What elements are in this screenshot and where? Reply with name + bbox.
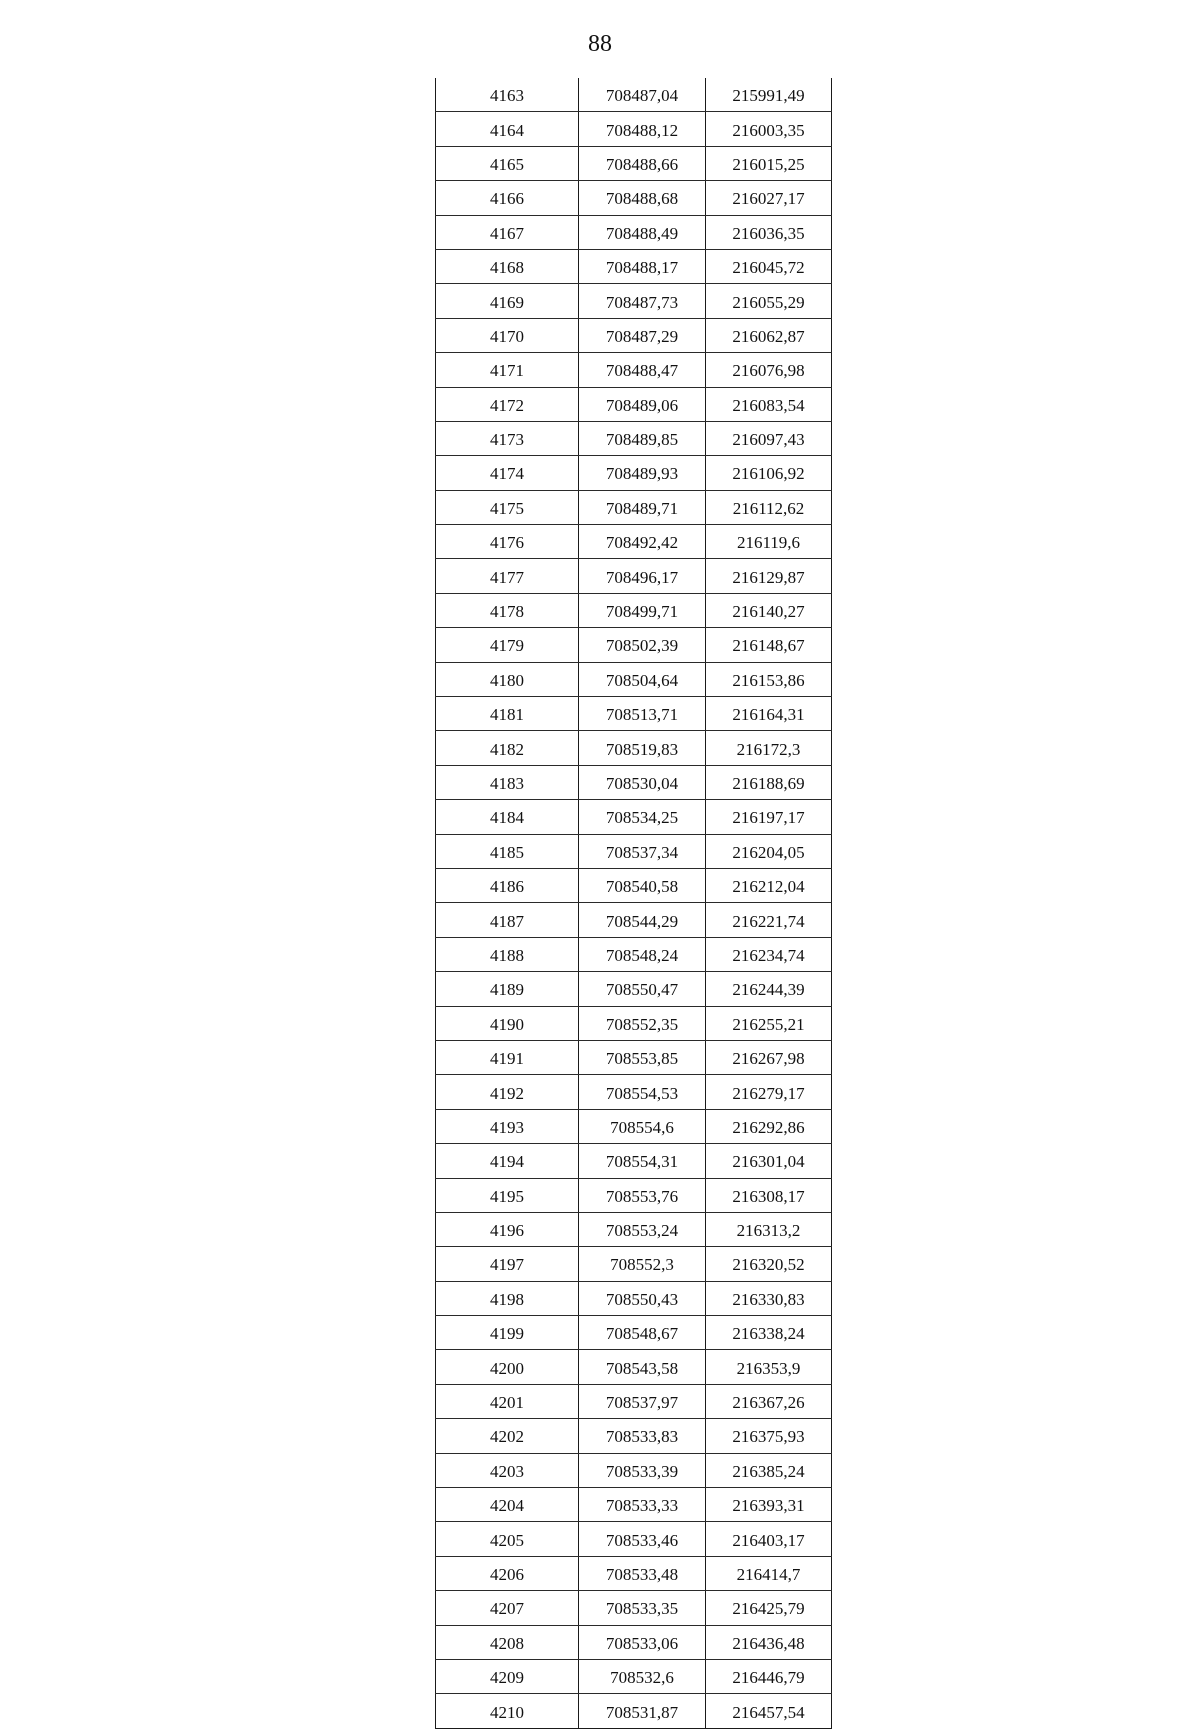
y-coordinate-cell: 216338,24 [706, 1316, 832, 1350]
x-coordinate-cell: 708530,04 [579, 765, 706, 799]
y-coordinate-cell: 216172,3 [706, 731, 832, 765]
table-row [436, 1075, 832, 1109]
table-row [436, 903, 832, 937]
point-number-cell: 4172 [436, 387, 579, 421]
point-number-cell: 4178 [436, 593, 579, 627]
table-row [436, 662, 832, 696]
point-number-cell: 4192 [436, 1075, 579, 1109]
y-coordinate-cell: 216112,62 [706, 490, 832, 524]
x-coordinate-cell: 708488,47 [579, 353, 706, 387]
table-row [436, 1040, 832, 1074]
table-row [436, 112, 832, 146]
point-number-cell: 4195 [436, 1178, 579, 1212]
point-number-cell: 4163 [436, 78, 579, 112]
table-row [436, 78, 832, 112]
table-row [436, 697, 832, 731]
point-number-cell: 4164 [436, 112, 579, 146]
point-number-cell: 4209 [436, 1659, 579, 1693]
x-coordinate-cell: 708548,24 [579, 937, 706, 971]
y-coordinate-cell: 216106,92 [706, 456, 832, 490]
x-coordinate-cell: 708487,29 [579, 318, 706, 352]
point-number-cell: 4180 [436, 662, 579, 696]
table-row [436, 490, 832, 524]
y-coordinate-cell: 216367,26 [706, 1384, 832, 1418]
point-number-cell: 4173 [436, 421, 579, 455]
table-row [436, 628, 832, 662]
y-coordinate-cell: 216055,29 [706, 284, 832, 318]
point-number-cell: 4200 [436, 1350, 579, 1384]
y-coordinate-cell: 216164,31 [706, 697, 832, 731]
table-row [436, 1144, 832, 1178]
point-number-cell: 4171 [436, 353, 579, 387]
x-coordinate-cell: 708487,04 [579, 78, 706, 112]
point-number-cell: 4204 [436, 1488, 579, 1522]
x-coordinate-cell: 708489,06 [579, 387, 706, 421]
table-row [436, 1453, 832, 1487]
table-row [436, 1556, 832, 1590]
x-coordinate-cell: 708537,34 [579, 834, 706, 868]
y-coordinate-cell: 216267,98 [706, 1040, 832, 1074]
point-number-cell: 4181 [436, 697, 579, 731]
point-number-cell: 4190 [436, 1006, 579, 1040]
table-row [436, 387, 832, 421]
table-row [436, 593, 832, 627]
y-coordinate-cell: 216255,21 [706, 1006, 832, 1040]
y-coordinate-cell: 216320,52 [706, 1247, 832, 1281]
x-coordinate-cell: 708550,43 [579, 1281, 706, 1315]
y-coordinate-cell: 216279,17 [706, 1075, 832, 1109]
y-coordinate-cell: 216097,43 [706, 421, 832, 455]
x-coordinate-cell: 708543,58 [579, 1350, 706, 1384]
point-number-cell: 4199 [436, 1316, 579, 1350]
table-row [436, 1109, 832, 1143]
x-coordinate-cell: 708533,83 [579, 1419, 706, 1453]
y-coordinate-cell: 216083,54 [706, 387, 832, 421]
point-number-cell: 4170 [436, 318, 579, 352]
x-coordinate-cell: 708496,17 [579, 559, 706, 593]
y-coordinate-cell: 216292,86 [706, 1109, 832, 1143]
table-row [436, 937, 832, 971]
table-row [436, 868, 832, 902]
x-coordinate-cell: 708533,35 [579, 1591, 706, 1625]
point-number-cell: 4207 [436, 1591, 579, 1625]
x-coordinate-cell: 708553,76 [579, 1178, 706, 1212]
x-coordinate-cell: 708553,85 [579, 1040, 706, 1074]
x-coordinate-cell: 708544,29 [579, 903, 706, 937]
table-row [436, 1316, 832, 1350]
x-coordinate-cell: 708554,53 [579, 1075, 706, 1109]
table-row [436, 1384, 832, 1418]
table-row [436, 181, 832, 215]
point-number-cell: 4208 [436, 1625, 579, 1659]
y-coordinate-cell: 216119,6 [706, 525, 832, 559]
point-number-cell: 4191 [436, 1040, 579, 1074]
point-number-cell: 4182 [436, 731, 579, 765]
y-coordinate-cell: 216313,2 [706, 1212, 832, 1246]
point-number-cell: 4197 [436, 1247, 579, 1281]
x-coordinate-cell: 708533,46 [579, 1522, 706, 1556]
table-row [436, 456, 832, 490]
point-number-cell: 4206 [436, 1556, 579, 1590]
table-row [436, 318, 832, 352]
y-coordinate-cell: 216140,27 [706, 593, 832, 627]
x-coordinate-cell: 708489,93 [579, 456, 706, 490]
y-coordinate-cell: 216027,17 [706, 181, 832, 215]
table-row [436, 1178, 832, 1212]
table-row [436, 834, 832, 868]
y-coordinate-cell: 216457,54 [706, 1694, 832, 1728]
table-row [436, 249, 832, 283]
x-coordinate-cell: 708519,83 [579, 731, 706, 765]
x-coordinate-cell: 708488,66 [579, 146, 706, 180]
x-coordinate-cell: 708492,42 [579, 525, 706, 559]
table-row [436, 1419, 832, 1453]
x-coordinate-cell: 708488,17 [579, 249, 706, 283]
x-coordinate-cell: 708531,87 [579, 1694, 706, 1728]
point-number-cell: 4189 [436, 972, 579, 1006]
y-coordinate-cell: 216393,31 [706, 1488, 832, 1522]
point-number-cell: 4166 [436, 181, 579, 215]
y-coordinate-cell: 215991,49 [706, 78, 832, 112]
point-number-cell: 4196 [436, 1212, 579, 1246]
point-number-cell: 4169 [436, 284, 579, 318]
x-coordinate-cell: 708489,71 [579, 490, 706, 524]
point-number-cell: 4184 [436, 800, 579, 834]
point-number-cell: 4193 [436, 1109, 579, 1143]
y-coordinate-cell: 216045,72 [706, 249, 832, 283]
coordinates-table [435, 78, 832, 1729]
table-row [436, 1659, 832, 1693]
x-coordinate-cell: 708552,3 [579, 1247, 706, 1281]
table-row [436, 731, 832, 765]
x-coordinate-cell: 708537,97 [579, 1384, 706, 1418]
x-coordinate-cell: 708533,33 [579, 1488, 706, 1522]
point-number-cell: 4201 [436, 1384, 579, 1418]
y-coordinate-cell: 216353,9 [706, 1350, 832, 1384]
point-number-cell: 4186 [436, 868, 579, 902]
y-coordinate-cell: 216212,04 [706, 868, 832, 902]
x-coordinate-cell: 708554,31 [579, 1144, 706, 1178]
y-coordinate-cell: 216244,39 [706, 972, 832, 1006]
table-row [436, 215, 832, 249]
point-number-cell: 4168 [436, 249, 579, 283]
x-coordinate-cell: 708502,39 [579, 628, 706, 662]
point-number-cell: 4205 [436, 1522, 579, 1556]
y-coordinate-cell: 216129,87 [706, 559, 832, 593]
y-coordinate-cell: 216375,93 [706, 1419, 832, 1453]
x-coordinate-cell: 708513,71 [579, 697, 706, 731]
x-coordinate-cell: 708488,49 [579, 215, 706, 249]
y-coordinate-cell: 216076,98 [706, 353, 832, 387]
table-row [436, 1522, 832, 1556]
point-number-cell: 4177 [436, 559, 579, 593]
point-number-cell: 4179 [436, 628, 579, 662]
y-coordinate-cell: 216197,17 [706, 800, 832, 834]
point-number-cell: 4187 [436, 903, 579, 937]
point-number-cell: 4203 [436, 1453, 579, 1487]
y-coordinate-cell: 216188,69 [706, 765, 832, 799]
point-number-cell: 4167 [436, 215, 579, 249]
table-row [436, 146, 832, 180]
y-coordinate-cell: 216308,17 [706, 1178, 832, 1212]
table-row [436, 972, 832, 1006]
point-number-cell: 4185 [436, 834, 579, 868]
table-row [436, 421, 832, 455]
y-coordinate-cell: 216015,25 [706, 146, 832, 180]
y-coordinate-cell: 216330,83 [706, 1281, 832, 1315]
x-coordinate-cell: 708553,24 [579, 1212, 706, 1246]
table-row [436, 1350, 832, 1384]
x-coordinate-cell: 708487,73 [579, 284, 706, 318]
point-number-cell: 4194 [436, 1144, 579, 1178]
point-number-cell: 4165 [436, 146, 579, 180]
table-row [436, 800, 832, 834]
x-coordinate-cell: 708488,12 [579, 112, 706, 146]
point-number-cell: 4202 [436, 1419, 579, 1453]
x-coordinate-cell: 708488,68 [579, 181, 706, 215]
table-row [436, 1247, 832, 1281]
table-row [436, 284, 832, 318]
table-row [436, 353, 832, 387]
table-row [436, 1625, 832, 1659]
point-number-cell: 4174 [436, 456, 579, 490]
page-number: 88 [588, 31, 612, 57]
table-row [436, 1488, 832, 1522]
y-coordinate-cell: 216036,35 [706, 215, 832, 249]
x-coordinate-cell: 708489,85 [579, 421, 706, 455]
y-coordinate-cell: 216062,87 [706, 318, 832, 352]
y-coordinate-cell: 216446,79 [706, 1659, 832, 1693]
point-number-cell: 4210 [436, 1694, 579, 1728]
y-coordinate-cell: 216148,67 [706, 628, 832, 662]
point-number-cell: 4175 [436, 490, 579, 524]
x-coordinate-cell: 708533,06 [579, 1625, 706, 1659]
point-number-cell: 4188 [436, 937, 579, 971]
x-coordinate-cell: 708534,25 [579, 800, 706, 834]
x-coordinate-cell: 708533,39 [579, 1453, 706, 1487]
x-coordinate-cell: 708540,58 [579, 868, 706, 902]
table-row [436, 1694, 832, 1728]
y-coordinate-cell: 216153,86 [706, 662, 832, 696]
x-coordinate-cell: 708548,67 [579, 1316, 706, 1350]
point-number-cell: 4176 [436, 525, 579, 559]
x-coordinate-cell: 708550,47 [579, 972, 706, 1006]
y-coordinate-cell: 216403,17 [706, 1522, 832, 1556]
table-row [436, 559, 832, 593]
y-coordinate-cell: 216301,04 [706, 1144, 832, 1178]
y-coordinate-cell: 216003,35 [706, 112, 832, 146]
y-coordinate-cell: 216204,05 [706, 834, 832, 868]
x-coordinate-cell: 708533,48 [579, 1556, 706, 1590]
x-coordinate-cell: 708532,6 [579, 1659, 706, 1693]
y-coordinate-cell: 216234,74 [706, 937, 832, 971]
x-coordinate-cell: 708552,35 [579, 1006, 706, 1040]
table-row [436, 1006, 832, 1040]
table-row [436, 1591, 832, 1625]
y-coordinate-cell: 216385,24 [706, 1453, 832, 1487]
y-coordinate-cell: 216414,7 [706, 1556, 832, 1590]
x-coordinate-cell: 708504,64 [579, 662, 706, 696]
x-coordinate-cell: 708554,6 [579, 1109, 706, 1143]
y-coordinate-cell: 216221,74 [706, 903, 832, 937]
table-row [436, 1212, 832, 1246]
y-coordinate-cell: 216436,48 [706, 1625, 832, 1659]
x-coordinate-cell: 708499,71 [579, 593, 706, 627]
point-number-cell: 4198 [436, 1281, 579, 1315]
y-coordinate-cell: 216425,79 [706, 1591, 832, 1625]
table-row [436, 765, 832, 799]
coordinates-table-body [436, 78, 832, 1728]
table-row [436, 525, 832, 559]
point-number-cell: 4183 [436, 765, 579, 799]
table-row [436, 1281, 832, 1315]
